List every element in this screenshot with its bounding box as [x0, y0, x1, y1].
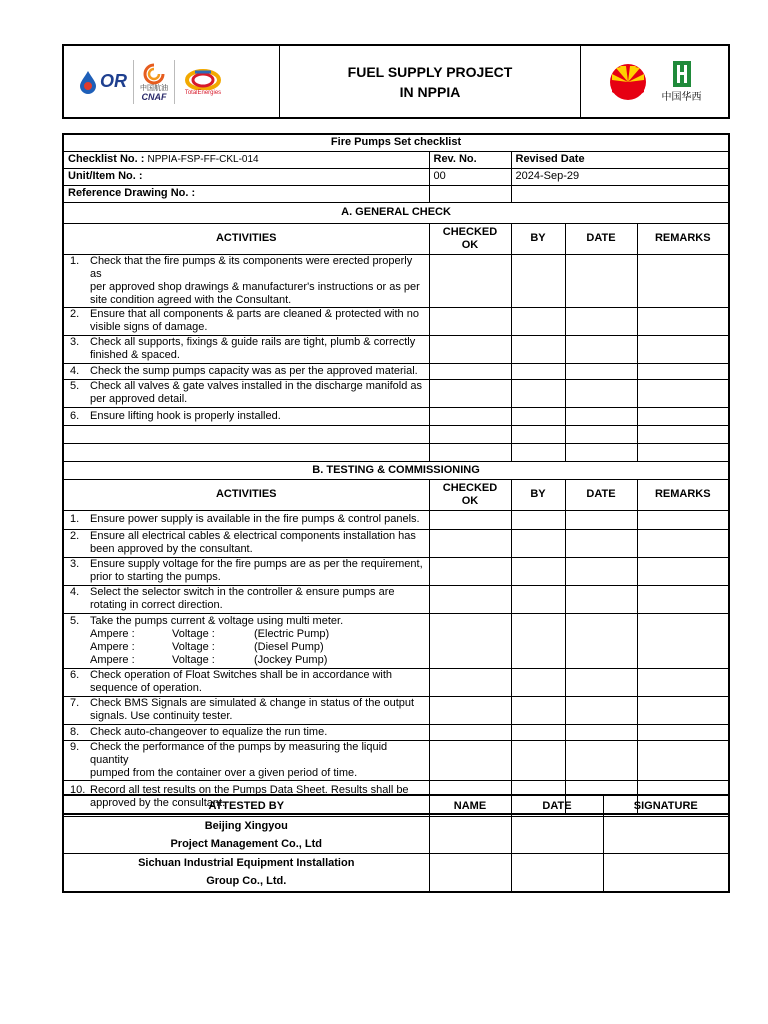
- huaxi-logo-icon: [671, 60, 693, 88]
- checked-ok-field[interactable]: [429, 254, 511, 307]
- checklist-row: [63, 724, 729, 740]
- activity-cell: [63, 529, 429, 557]
- activity-text: Check all valves & gate valves installed in the discharge manifold as per approved detail.: [90, 380, 423, 405]
- attesting-org-2: Sichuan Industrial Equipment Installation Group Co., Ltd.: [63, 853, 429, 892]
- by-field[interactable]: [511, 510, 565, 529]
- date-field[interactable]: [565, 529, 637, 557]
- checked-ok-field[interactable]: [429, 529, 511, 557]
- by-field[interactable]: [511, 585, 565, 613]
- by-field[interactable]: [511, 668, 565, 696]
- item-number: 1.: [70, 513, 80, 525]
- item-number: 3.: [70, 336, 80, 348]
- remarks-field[interactable]: [637, 585, 729, 613]
- by-field[interactable]: [511, 557, 565, 585]
- activity-cell: [63, 407, 429, 425]
- checklist-row: [63, 510, 729, 529]
- activity-text: Check the performance of the pumps by measuring the liquid quantity pumped from the container over a given period of time.: [90, 740, 388, 779]
- activity-text: Select the selector switch in the controller & ensure pumps are rotating in correct direction.: [90, 586, 395, 611]
- signature-field[interactable]: [603, 816, 729, 853]
- form-title: Fire Pumps Set checklist: [63, 134, 729, 151]
- name-field[interactable]: [429, 816, 511, 853]
- contractor-logos: [581, 46, 728, 117]
- item-number: 5.: [70, 380, 80, 392]
- activity-text: Check BMS Signals are simulated & change in status of the output signals. Use continuity tester.: [90, 697, 415, 722]
- by-field[interactable]: [511, 696, 565, 724]
- checklist-row: [63, 740, 729, 780]
- checklist-row: [63, 379, 729, 407]
- activity-cell: [63, 510, 429, 529]
- activity-text: Ensure lifting hook is properly installed.: [90, 409, 281, 422]
- totalenergies-logo: TotalEnergies: [181, 68, 225, 96]
- reference-drawing-label: Reference Drawing No. :: [63, 185, 429, 202]
- item-number: 4.: [70, 586, 80, 598]
- col-activities: ACTIVITIES: [63, 479, 429, 510]
- activity-text: Ensure power supply is available in the fire pumps & control panels.: [90, 513, 420, 525]
- measurement-line: Ampere : Voltage : (Diesel Pump): [90, 640, 324, 653]
- by-field[interactable]: [511, 407, 565, 425]
- checklist-table: [62, 133, 730, 815]
- checked-ok-field[interactable]: [429, 740, 511, 780]
- item-number: 2.: [70, 530, 80, 542]
- date-field[interactable]: [565, 254, 637, 307]
- name-field[interactable]: [429, 853, 511, 892]
- measurement-line: Ampere : Voltage : (Electric Pump): [90, 627, 330, 640]
- section-b-rows: [63, 510, 729, 814]
- remarks-field[interactable]: [637, 668, 729, 696]
- date-field[interactable]: [565, 407, 637, 425]
- date-field[interactable]: [565, 613, 637, 668]
- activity-text: Ensure supply voltage for the fire pumps are as per the requirement, prior to starting the pumps.: [90, 558, 423, 583]
- cnaf-logo: 中国航油 CNAF: [140, 63, 168, 101]
- item-number: 3.: [70, 558, 80, 570]
- by-field[interactable]: [511, 613, 565, 668]
- checked-ok-field[interactable]: [429, 557, 511, 585]
- col-date: DATE: [565, 223, 637, 254]
- remarks-field[interactable]: [637, 557, 729, 585]
- date-field[interactable]: [565, 307, 637, 335]
- or-logo-text: OR: [100, 71, 127, 91]
- activity-text: Check auto-changeover to equalize the run time.: [90, 725, 328, 738]
- by-field[interactable]: [511, 529, 565, 557]
- or-logo: [78, 70, 127, 94]
- activity-text: Record all test results on the Pumps Data Sheet. Results shall be approved by the consultant.: [90, 783, 409, 809]
- item-number: 8.: [70, 725, 80, 738]
- checked-ok-field[interactable]: [429, 724, 511, 740]
- checklist-row: [63, 335, 729, 363]
- remarks-field[interactable]: [637, 529, 729, 557]
- checked-ok-field[interactable]: [429, 510, 511, 529]
- rev-no-value: 00: [429, 168, 511, 185]
- remarks-field[interactable]: [637, 254, 729, 307]
- checked-ok-field[interactable]: [429, 585, 511, 613]
- col-signature: SIGNATURE: [603, 795, 729, 816]
- col-by: BY: [511, 479, 565, 510]
- remarks-field[interactable]: [637, 335, 729, 363]
- activity-text: Take the pumps current & voltage using multi meter. Ampere : Voltage : (Electric Pump) Ampere : Voltage : (Diesel Pump) Ampere : Voltage : (Jockey Pump): [90, 615, 427, 667]
- activity-text: Ensure all electrical cables & electrical components installation has been approved by the consultant.: [90, 530, 416, 555]
- huaxi-logo: 中国华西: [662, 60, 702, 103]
- by-field[interactable]: [511, 335, 565, 363]
- activity-cell: [63, 254, 429, 307]
- checked-ok-field[interactable]: [429, 363, 511, 379]
- item-number: 7.: [70, 697, 80, 709]
- date-field[interactable]: [565, 363, 637, 379]
- rev-no-label: Rev. No.: [429, 151, 511, 168]
- checked-ok-field[interactable]: [429, 668, 511, 696]
- remarks-field[interactable]: [637, 363, 729, 379]
- checked-ok-field[interactable]: [429, 613, 511, 668]
- item-number: 9.: [70, 740, 80, 753]
- col-remarks: REMARKS: [637, 479, 729, 510]
- by-field[interactable]: [511, 379, 565, 407]
- item-number: 10.: [70, 783, 86, 796]
- checked-ok-field[interactable]: [429, 407, 511, 425]
- remarks-field[interactable]: [637, 696, 729, 724]
- activity-text: Check all supports, fixings & guide rails are tight, plumb & correctly finished & spaced.: [90, 336, 416, 361]
- date-field[interactable]: [565, 668, 637, 696]
- remarks-field[interactable]: [637, 510, 729, 529]
- by-field[interactable]: [511, 724, 565, 740]
- project-title: FUEL SUPPLY PROJECT IN NPPIA: [280, 46, 581, 117]
- item-number: 6.: [70, 409, 80, 422]
- date-field[interactable]: [511, 816, 603, 853]
- signature-field[interactable]: [603, 853, 729, 892]
- date-field[interactable]: [565, 696, 637, 724]
- date-field[interactable]: [565, 379, 637, 407]
- checklist-row: [63, 668, 729, 696]
- date-field[interactable]: [565, 510, 637, 529]
- checklist-row: [63, 557, 729, 585]
- remarks-field[interactable]: [637, 307, 729, 335]
- checklist-row: [63, 254, 729, 307]
- item-number: 1.: [70, 254, 80, 267]
- unit-item-label: Unit/Item No. :: [63, 168, 429, 185]
- checklist-row: [63, 585, 729, 613]
- activity-cell: [63, 307, 429, 335]
- date-field[interactable]: [565, 335, 637, 363]
- activity-cell: [63, 557, 429, 585]
- activity-cell: [63, 740, 429, 780]
- checked-ok-field[interactable]: [429, 379, 511, 407]
- checklist-row: [63, 407, 729, 425]
- checklist-row: [63, 363, 729, 379]
- col-by: BY: [511, 223, 565, 254]
- activity-cell: [63, 379, 429, 407]
- item-number: 4.: [70, 364, 80, 377]
- or-drop-icon: [78, 70, 98, 94]
- activity-cell: [63, 613, 429, 668]
- activity-text: Check the sump pumps capacity was as per the approved material.: [90, 364, 418, 377]
- by-field[interactable]: [511, 254, 565, 307]
- activity-cell: [63, 668, 429, 696]
- col-date: DATE: [565, 479, 637, 510]
- checked-ok-field[interactable]: [429, 307, 511, 335]
- totalenergies-icon: [181, 68, 225, 90]
- col-checked-ok: CHECKED OK: [429, 223, 511, 254]
- document-header: [62, 44, 730, 119]
- petrochina-logo-icon: [608, 62, 648, 102]
- activity-cell: [63, 585, 429, 613]
- activity-text: Check operation of Float Switches shall be in accordance with sequence of operation.: [90, 669, 393, 694]
- attestation-table: [62, 794, 730, 893]
- by-field[interactable]: [511, 307, 565, 335]
- measurement-line: Ampere : Voltage : (Jockey Pump): [90, 653, 328, 666]
- activity-cell: [63, 696, 429, 724]
- client-logos: [64, 46, 280, 117]
- item-number: 2.: [70, 308, 80, 320]
- remarks-field[interactable]: [637, 407, 729, 425]
- checklist-no-cell: Checklist No. : NPPIA-FSP-FF-CKL-014: [63, 151, 429, 168]
- col-date: DATE: [511, 795, 603, 816]
- col-remarks: REMARKS: [637, 223, 729, 254]
- remarks-field[interactable]: [637, 724, 729, 740]
- section-b-title: B. TESTING & COMMISSIONING: [63, 461, 729, 479]
- activity-cell: [63, 363, 429, 379]
- activity-cell: [63, 335, 429, 363]
- checklist-row: [63, 307, 729, 335]
- date-field[interactable]: [565, 724, 637, 740]
- activity-cell: [63, 724, 429, 740]
- attesting-org-1: Beijing Xingyou Project Management Co., Ltd: [63, 816, 429, 853]
- revised-date-label: Revised Date: [511, 151, 729, 168]
- checklist-row: [63, 613, 729, 668]
- cnaf-swirl-icon: [141, 63, 167, 85]
- item-number: 6.: [70, 669, 80, 681]
- activity-text: Ensure that all components & parts are cleaned & protected with no visible signs of damage.: [90, 308, 419, 333]
- remarks-field[interactable]: [637, 613, 729, 668]
- checklist-row: [63, 529, 729, 557]
- date-field[interactable]: [565, 585, 637, 613]
- checklist-row: [63, 696, 729, 724]
- by-field[interactable]: [511, 740, 565, 780]
- col-checked-ok: CHECKED OK: [429, 479, 511, 510]
- date-field[interactable]: [565, 740, 637, 780]
- activity-text: Check that the fire pumps & its components were erected properly as per approved shop drawings & manufacturer's instructions or as per site condition agreed with the Consultant.: [90, 254, 420, 306]
- section-a-title: A. GENERAL CHECK: [63, 202, 729, 223]
- remarks-field[interactable]: [637, 379, 729, 407]
- col-attested-by: ATTESTED BY: [63, 795, 429, 816]
- item-number: 5.: [70, 614, 80, 627]
- remarks-field[interactable]: [637, 740, 729, 780]
- section-a-rows: [63, 254, 729, 425]
- by-field[interactable]: [511, 363, 565, 379]
- col-activities: ACTIVITIES: [63, 223, 429, 254]
- revised-date-value: 2024-Sep-29: [511, 168, 729, 185]
- date-field[interactable]: [511, 853, 603, 892]
- checked-ok-field[interactable]: [429, 335, 511, 363]
- col-name: NAME: [429, 795, 511, 816]
- checked-ok-field[interactable]: [429, 696, 511, 724]
- date-field[interactable]: [565, 557, 637, 585]
